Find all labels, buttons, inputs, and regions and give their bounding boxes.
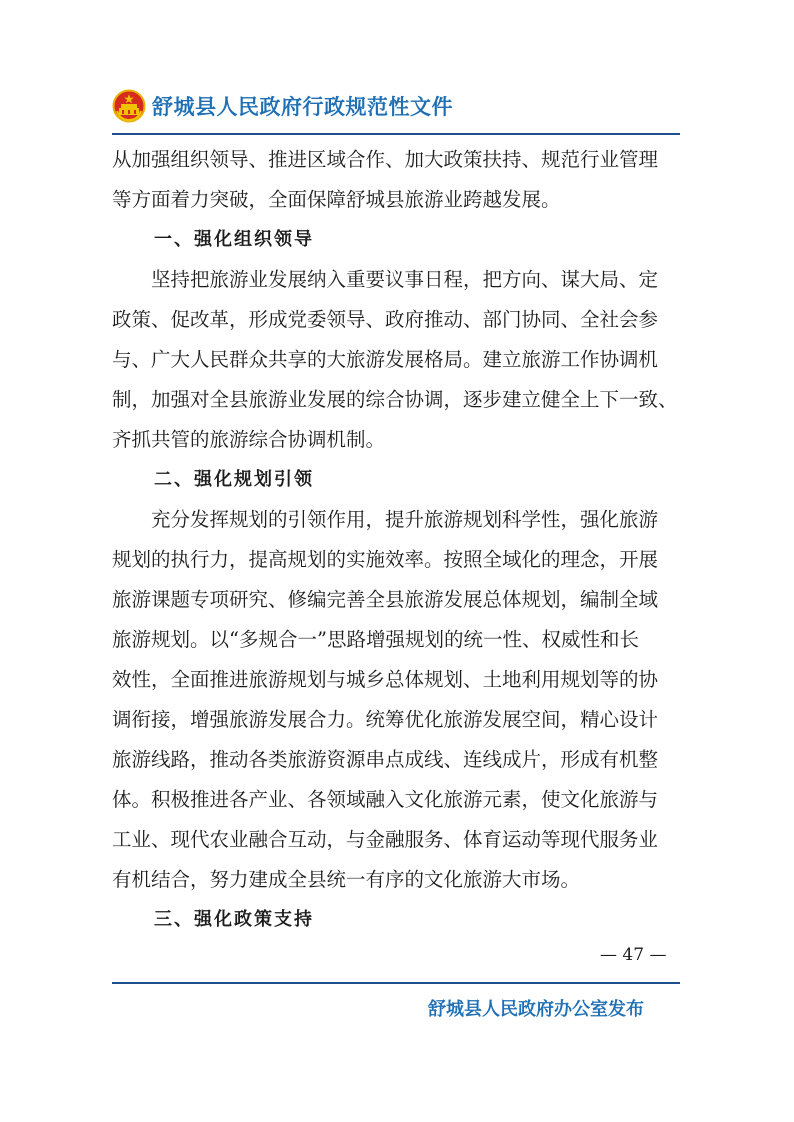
section-heading: 二、强化规划引领	[154, 469, 314, 490]
paragraph-line: 齐抓共管的旅游综合协调机制。	[112, 428, 386, 451]
paragraph-line: 旅游线路，推动各类旅游资源串点成线、连线成片，形成有机整	[112, 748, 659, 771]
paragraph-line: 旅游课题专项研究、修编完善全县旅游发展总体规划，编制全域	[112, 588, 659, 611]
section-heading: 三、强化政策支持	[154, 909, 314, 930]
document-header	[112, 86, 453, 126]
paragraph-line: 制，加强对全县旅游业发展的综合协调，逐步建立健全上下一致、	[112, 388, 678, 411]
footer-publisher: 舒城县人民政府办公室发布	[428, 999, 644, 1020]
paragraph-line: 充分发挥规划的引领作用，提升旅游规划科学性，强化旅游	[151, 508, 659, 531]
header-title: 舒城县人民政府行政规范性文件	[152, 95, 453, 119]
paragraph-line: 等方面着力突破，全面保障舒城县旅游业跨越发展。	[112, 188, 561, 211]
page-number: — 47 —	[600, 945, 667, 965]
paragraph-line: 规划的执行力，提高规划的实施效率。按照全域化的理念，开展	[112, 548, 659, 571]
paragraph-line: 调衔接，增强旅游发展合力。统筹优化旅游发展空间，精心设计	[112, 708, 659, 731]
section-heading: 一、强化组织领导	[154, 229, 314, 250]
footer-divider	[112, 982, 680, 984]
document-body	[112, 140, 684, 940]
paragraph-line: 工业、现代农业融合互动，与金融服务、体育运动等现代服务业	[112, 828, 659, 851]
header-divider	[112, 133, 680, 135]
paragraph-line: 旅游规划。以“多规合一”思路增强规划的统一性、权威性和长	[112, 628, 639, 651]
paragraph-line: 效性，全面推进旅游规划与城乡总体规划、土地利用规划等的协	[112, 668, 659, 691]
paragraph-line: 从加强组织领导、推进区域合作、加大政策扶持、规范行业管理	[112, 148, 659, 171]
paragraph-line: 坚持把旅游业发展纳入重要议事日程，把方向、谋大局、定	[151, 268, 659, 291]
paragraph-line: 有机结合，努力建成全县统一有序的文化旅游大市场。	[112, 868, 581, 891]
paragraph-line: 政策、促改革，形成党委领导、政府推动、部门协同、全社会参	[112, 308, 659, 331]
national-emblem-icon	[112, 89, 146, 123]
paragraph-line: 与、广大人民群众共享的大旅游发展格局。建立旅游工作协调机	[112, 348, 659, 371]
paragraph-line: 体。积极推进各产业、各领域融入文化旅游元素，使文化旅游与	[112, 788, 659, 811]
